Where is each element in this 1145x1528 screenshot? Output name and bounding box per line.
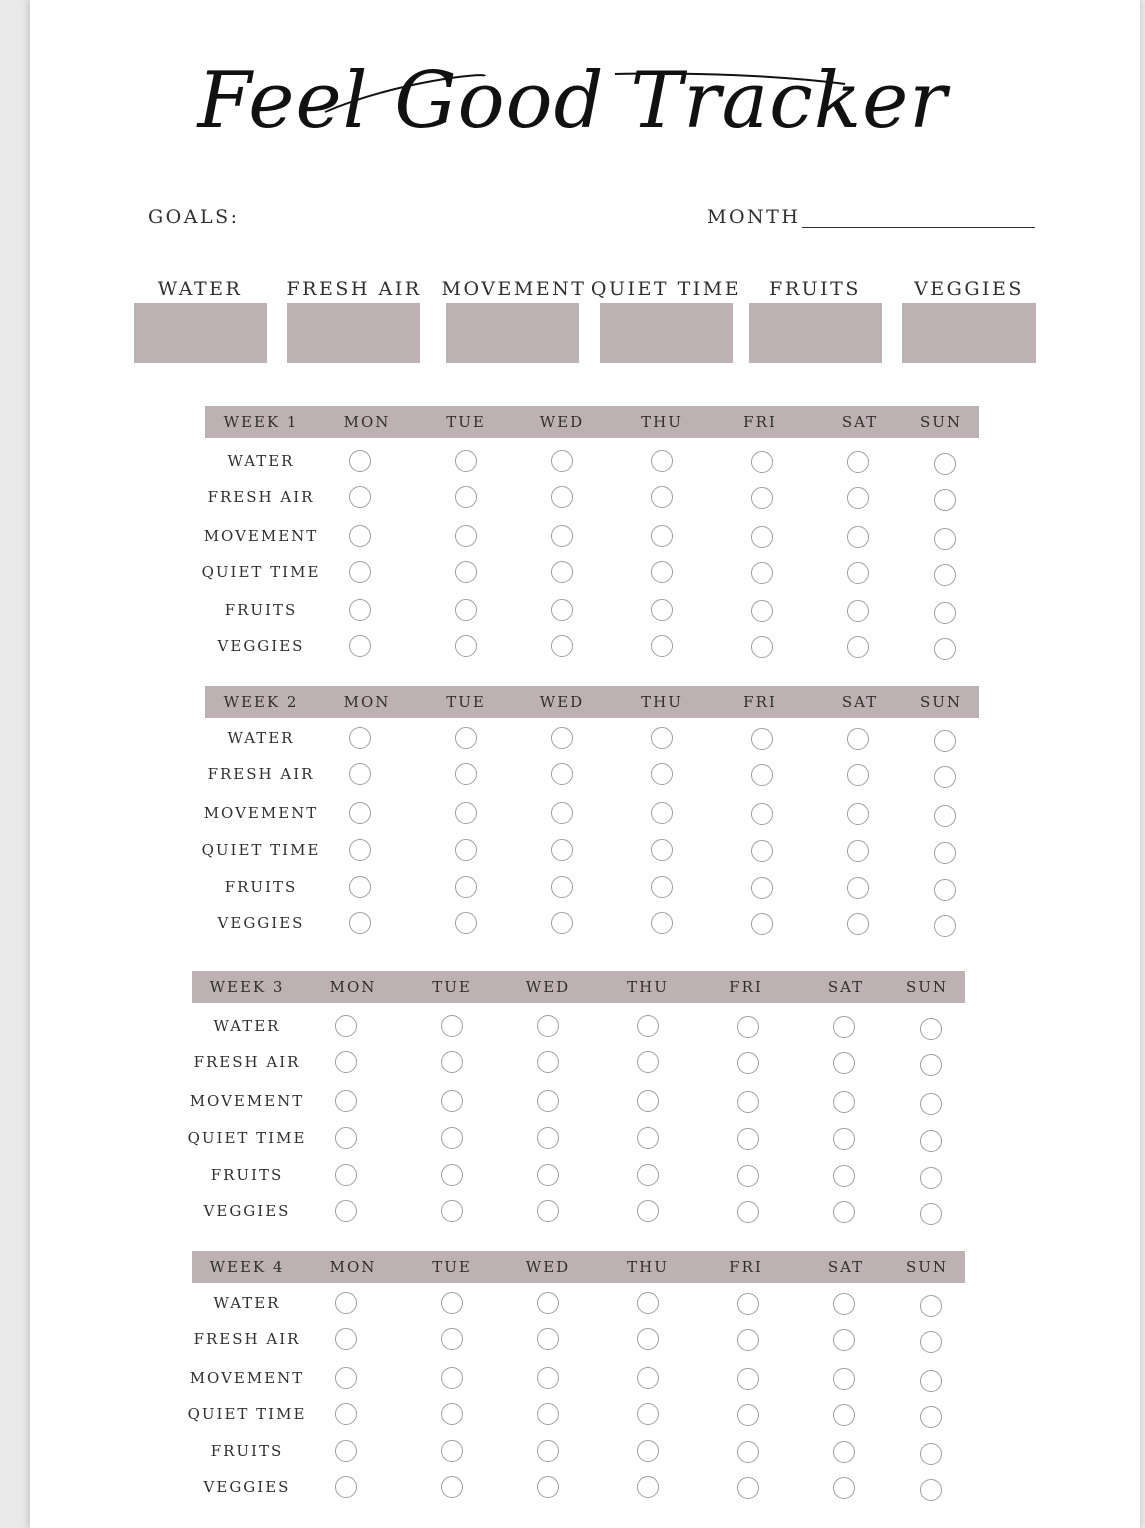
week-1-quiet-time-fri-checkbox[interactable]: [751, 562, 773, 584]
goal-box-veggies[interactable]: [902, 303, 1036, 363]
week-4-water-sat-checkbox[interactable]: [833, 1293, 855, 1315]
week-3-row-label-veggies: VEGGIES: [203, 1202, 291, 1220]
week-3-fresh-air-sun-checkbox[interactable]: [920, 1054, 942, 1076]
week-1-water-fri-checkbox[interactable]: [751, 451, 773, 473]
week-3-quiet-time-thu-checkbox[interactable]: [637, 1127, 659, 1149]
week-4-veggies-thu-checkbox[interactable]: [637, 1476, 659, 1498]
week-3-water-wed-checkbox[interactable]: [537, 1015, 559, 1037]
week-2-movement-sat-checkbox[interactable]: [847, 803, 869, 825]
week-1-movement-wed-checkbox[interactable]: [551, 525, 573, 547]
week-2-movement-mon-checkbox[interactable]: [349, 802, 371, 824]
week-4-quiet-time-thu-checkbox[interactable]: [637, 1403, 659, 1425]
week-2-water-thu-checkbox[interactable]: [651, 727, 673, 749]
week-1-water-wed-checkbox[interactable]: [551, 450, 573, 472]
week-1-day-sat: SAT: [841, 413, 879, 431]
month-input-line[interactable]: [802, 227, 1035, 228]
week-2-quiet-time-wed-checkbox[interactable]: [551, 839, 573, 861]
week-4-fresh-air-fri-checkbox[interactable]: [737, 1329, 759, 1351]
week-1-fresh-air-wed-checkbox[interactable]: [551, 486, 573, 508]
week-1-quiet-time-thu-checkbox[interactable]: [651, 561, 673, 583]
week-1-fresh-air-sun-checkbox[interactable]: [934, 489, 956, 511]
week-2-movement-sun-checkbox[interactable]: [934, 805, 956, 827]
week-3-veggies-sat-checkbox[interactable]: [833, 1201, 855, 1223]
week-2-fruits-wed-checkbox[interactable]: [551, 876, 573, 898]
week-2-water-wed-checkbox[interactable]: [551, 727, 573, 749]
week-4-veggies-tue-checkbox[interactable]: [441, 1476, 463, 1498]
week-3-day-fri: FRI: [729, 978, 763, 996]
week-2-day-mon: MON: [343, 693, 391, 711]
week-4-fresh-air-mon-checkbox[interactable]: [335, 1328, 357, 1350]
week-3-water-tue-checkbox[interactable]: [441, 1015, 463, 1037]
month-label: MONTH: [707, 206, 801, 228]
week-1-fruits-sat-checkbox[interactable]: [847, 600, 869, 622]
week-4-veggies-mon-checkbox[interactable]: [335, 1476, 357, 1498]
week-4-water-thu-checkbox[interactable]: [637, 1292, 659, 1314]
week-3-row-label-fruits: FRUITS: [210, 1166, 284, 1184]
week-4-veggies-wed-checkbox[interactable]: [537, 1476, 559, 1498]
week-2-fresh-air-fri-checkbox[interactable]: [751, 764, 773, 786]
week-4-veggies-sun-checkbox[interactable]: [920, 1479, 942, 1501]
week-3-fruits-sun-checkbox[interactable]: [920, 1167, 942, 1189]
week-1-quiet-time-sun-checkbox[interactable]: [934, 564, 956, 586]
week-2-veggies-sun-checkbox[interactable]: [934, 915, 956, 937]
week-3-water-thu-checkbox[interactable]: [637, 1015, 659, 1037]
week-3-row-label-water: WATER: [213, 1017, 281, 1035]
week-2-water-tue-checkbox[interactable]: [455, 727, 477, 749]
week-4-fruits-fri-checkbox[interactable]: [737, 1441, 759, 1463]
week-4-movement-wed-checkbox[interactable]: [537, 1367, 559, 1389]
week-1-fruits-tue-checkbox[interactable]: [455, 599, 477, 621]
week-1-movement-thu-checkbox[interactable]: [651, 525, 673, 547]
week-2-fresh-air-mon-checkbox[interactable]: [349, 763, 371, 785]
week-4-quiet-time-mon-checkbox[interactable]: [335, 1403, 357, 1425]
week-1-fresh-air-thu-checkbox[interactable]: [651, 486, 673, 508]
week-4-row-label-veggies: VEGGIES: [203, 1478, 291, 1496]
goal-box-water[interactable]: [134, 303, 267, 363]
week-3-fruits-fri-checkbox[interactable]: [737, 1165, 759, 1187]
week-2-fresh-air-tue-checkbox[interactable]: [455, 763, 477, 785]
week-3-row-label-movement: MOVEMENT: [189, 1092, 305, 1110]
week-4-fruits-sun-checkbox[interactable]: [920, 1443, 942, 1465]
week-3-water-fri-checkbox[interactable]: [737, 1016, 759, 1038]
week-4-fruits-thu-checkbox[interactable]: [637, 1440, 659, 1462]
week-2-veggies-thu-checkbox[interactable]: [651, 912, 673, 934]
week-2-day-sat: SAT: [841, 693, 879, 711]
week-4-row-label-quiet-time: QUIET TIME: [187, 1405, 307, 1423]
week-1-veggies-fri-checkbox[interactable]: [751, 636, 773, 658]
week-1-day-thu: THU: [641, 413, 683, 431]
week-1-quiet-time-wed-checkbox[interactable]: [551, 561, 573, 583]
goal-heading-veggies: VEGGIES: [914, 278, 1024, 300]
week-2-fresh-air-wed-checkbox[interactable]: [551, 763, 573, 785]
week-4-movement-thu-checkbox[interactable]: [637, 1367, 659, 1389]
week-3-fresh-air-fri-checkbox[interactable]: [737, 1052, 759, 1074]
week-3-fruits-mon-checkbox[interactable]: [335, 1164, 357, 1186]
page-title: Feel Good Tracker: [197, 56, 948, 146]
week-4-fresh-air-tue-checkbox[interactable]: [441, 1328, 463, 1350]
week-3-day-mon: MON: [329, 978, 377, 996]
week-4-fruits-sat-checkbox[interactable]: [833, 1441, 855, 1463]
week-3-fresh-air-mon-checkbox[interactable]: [335, 1051, 357, 1073]
week-4-movement-tue-checkbox[interactable]: [441, 1367, 463, 1389]
week-2-day-wed: WED: [539, 693, 585, 711]
week-2-veggies-tue-checkbox[interactable]: [455, 912, 477, 934]
week-1-veggies-sat-checkbox[interactable]: [847, 636, 869, 658]
week-3-water-sun-checkbox[interactable]: [920, 1018, 942, 1040]
week-3-quiet-time-tue-checkbox[interactable]: [441, 1127, 463, 1149]
week-3-water-mon-checkbox[interactable]: [335, 1015, 357, 1037]
goal-heading-movement: MOVEMENT: [441, 278, 587, 300]
week-1-quiet-time-mon-checkbox[interactable]: [349, 561, 371, 583]
week-2-veggies-wed-checkbox[interactable]: [551, 912, 573, 934]
week-1-day-tue: TUE: [446, 413, 486, 431]
week-1-row-label-fruits: FRUITS: [224, 601, 298, 619]
week-1-movement-tue-checkbox[interactable]: [455, 525, 477, 547]
week-4-movement-sun-checkbox[interactable]: [920, 1370, 942, 1392]
week-1-water-tue-checkbox[interactable]: [455, 450, 477, 472]
week-4-veggies-fri-checkbox[interactable]: [737, 1477, 759, 1499]
week-4-water-sun-checkbox[interactable]: [920, 1295, 942, 1317]
week-4-water-tue-checkbox[interactable]: [441, 1292, 463, 1314]
week-2-day-tue: TUE: [446, 693, 486, 711]
week-1-veggies-wed-checkbox[interactable]: [551, 635, 573, 657]
week-1-water-thu-checkbox[interactable]: [651, 450, 673, 472]
week-4-fruits-mon-checkbox[interactable]: [335, 1440, 357, 1462]
week-1-fresh-air-sat-checkbox[interactable]: [847, 487, 869, 509]
week-3-day-sun: SUN: [905, 978, 949, 996]
week-4-row-label-fresh-air: FRESH AIR: [193, 1330, 301, 1348]
week-3-day-tue: TUE: [432, 978, 472, 996]
week-4-day-fri: FRI: [729, 1258, 763, 1276]
week-3-fresh-air-sat-checkbox[interactable]: [833, 1052, 855, 1074]
goal-box-movement[interactable]: [446, 303, 579, 363]
week-2-day-sun: SUN: [919, 693, 963, 711]
goal-box-fruits[interactable]: [749, 303, 882, 363]
week-1-movement-fri-checkbox[interactable]: [751, 526, 773, 548]
week-3-fruits-tue-checkbox[interactable]: [441, 1164, 463, 1186]
week-3-row-label-quiet-time: QUIET TIME: [187, 1129, 307, 1147]
goal-box-fresh-air[interactable]: [287, 303, 420, 363]
goal-heading-fruits: FRUITS: [769, 278, 861, 300]
week-2-fruits-sun-checkbox[interactable]: [934, 879, 956, 901]
week-2-fruits-thu-checkbox[interactable]: [651, 876, 673, 898]
week-1-movement-sat-checkbox[interactable]: [847, 526, 869, 548]
week-1-day-sun: SUN: [919, 413, 963, 431]
week-3-quiet-time-sun-checkbox[interactable]: [920, 1130, 942, 1152]
week-3-fresh-air-tue-checkbox[interactable]: [441, 1051, 463, 1073]
week-4-veggies-sat-checkbox[interactable]: [833, 1477, 855, 1499]
week-1-fruits-sun-checkbox[interactable]: [934, 602, 956, 624]
week-2-veggies-sat-checkbox[interactable]: [847, 913, 869, 935]
week-2-row-label-quiet-time: QUIET TIME: [201, 841, 321, 859]
week-2-row-label-movement: MOVEMENT: [203, 804, 319, 822]
week-3-day-sat: SAT: [827, 978, 865, 996]
week-2-veggies-fri-checkbox[interactable]: [751, 913, 773, 935]
week-4-row-label-water: WATER: [213, 1294, 281, 1312]
week-3-row-label-fresh-air: FRESH AIR: [193, 1053, 301, 1071]
week-4-fresh-air-thu-checkbox[interactable]: [637, 1328, 659, 1350]
week-1-fruits-wed-checkbox[interactable]: [551, 599, 573, 621]
week-4-quiet-time-sun-checkbox[interactable]: [920, 1406, 942, 1428]
week-4-day-sun: SUN: [905, 1258, 949, 1276]
week-3-quiet-time-sat-checkbox[interactable]: [833, 1128, 855, 1150]
goal-heading-quiet-time: QUIET TIME: [590, 278, 742, 300]
week-2-day-fri: FRI: [743, 693, 777, 711]
week-1-row-label-water: WATER: [227, 452, 295, 470]
week-1-veggies-thu-checkbox[interactable]: [651, 635, 673, 657]
week-1-fruits-thu-checkbox[interactable]: [651, 599, 673, 621]
week-1-day-fri: FRI: [743, 413, 777, 431]
week-4-water-mon-checkbox[interactable]: [335, 1292, 357, 1314]
week-3-day-wed: WED: [525, 978, 571, 996]
week-3-veggies-mon-checkbox[interactable]: [335, 1200, 357, 1222]
week-1-fresh-air-fri-checkbox[interactable]: [751, 487, 773, 509]
planner-page: [30, 0, 1140, 1528]
week-4-day-sat: SAT: [827, 1258, 865, 1276]
week-4-movement-fri-checkbox[interactable]: [737, 1368, 759, 1390]
week-4-water-fri-checkbox[interactable]: [737, 1293, 759, 1315]
week-2-quiet-time-thu-checkbox[interactable]: [651, 839, 673, 861]
week-2-fruits-tue-checkbox[interactable]: [455, 876, 477, 898]
week-4-quiet-time-fri-checkbox[interactable]: [737, 1404, 759, 1426]
week-3-fruits-wed-checkbox[interactable]: [537, 1164, 559, 1186]
week-3-quiet-time-fri-checkbox[interactable]: [737, 1128, 759, 1150]
week-4-quiet-time-wed-checkbox[interactable]: [537, 1403, 559, 1425]
week-1-water-sat-checkbox[interactable]: [847, 451, 869, 473]
week-3-movement-thu-checkbox[interactable]: [637, 1090, 659, 1112]
week-4-fresh-air-sat-checkbox[interactable]: [833, 1329, 855, 1351]
week-2-quiet-time-mon-checkbox[interactable]: [349, 839, 371, 861]
week-3-veggies-wed-checkbox[interactable]: [537, 1200, 559, 1222]
goal-heading-fresh-air: FRESH AIR: [286, 278, 422, 300]
week-3-veggies-fri-checkbox[interactable]: [737, 1201, 759, 1223]
week-3-water-sat-checkbox[interactable]: [833, 1016, 855, 1038]
week-1-movement-mon-checkbox[interactable]: [349, 525, 371, 547]
week-2-fresh-air-thu-checkbox[interactable]: [651, 763, 673, 785]
week-1-veggies-tue-checkbox[interactable]: [455, 635, 477, 657]
week-4-water-wed-checkbox[interactable]: [537, 1292, 559, 1314]
week-2-fresh-air-sun-checkbox[interactable]: [934, 766, 956, 788]
week-3-movement-sun-checkbox[interactable]: [920, 1093, 942, 1115]
week-1-quiet-time-sat-checkbox[interactable]: [847, 562, 869, 584]
week-1-row-label-quiet-time: QUIET TIME: [201, 563, 321, 581]
week-4-day-wed: WED: [525, 1258, 571, 1276]
week-4-movement-sat-checkbox[interactable]: [833, 1368, 855, 1390]
week-2-movement-fri-checkbox[interactable]: [751, 803, 773, 825]
week-1-fruits-mon-checkbox[interactable]: [349, 599, 371, 621]
week-3-fresh-air-thu-checkbox[interactable]: [637, 1051, 659, 1073]
week-1-fresh-air-tue-checkbox[interactable]: [455, 486, 477, 508]
week-3-label: WEEK 3: [209, 978, 285, 996]
week-3-movement-sat-checkbox[interactable]: [833, 1091, 855, 1113]
week-4-day-tue: TUE: [432, 1258, 472, 1276]
week-3-fresh-air-wed-checkbox[interactable]: [537, 1051, 559, 1073]
week-2-water-sat-checkbox[interactable]: [847, 728, 869, 750]
goal-box-quiet-time[interactable]: [600, 303, 733, 363]
week-4-row-label-movement: MOVEMENT: [189, 1369, 305, 1387]
week-2-veggies-mon-checkbox[interactable]: [349, 912, 371, 934]
week-3-fruits-sat-checkbox[interactable]: [833, 1165, 855, 1187]
week-1-fresh-air-mon-checkbox[interactable]: [349, 486, 371, 508]
week-2-water-sun-checkbox[interactable]: [934, 730, 956, 752]
week-3-veggies-sun-checkbox[interactable]: [920, 1203, 942, 1225]
week-3-quiet-time-wed-checkbox[interactable]: [537, 1127, 559, 1149]
week-4-fresh-air-wed-checkbox[interactable]: [537, 1328, 559, 1350]
week-4-row-label-fruits: FRUITS: [210, 1442, 284, 1460]
week-4-quiet-time-sat-checkbox[interactable]: [833, 1404, 855, 1426]
week-1-day-wed: WED: [539, 413, 585, 431]
week-1-label: WEEK 1: [223, 413, 299, 431]
week-2-fruits-sat-checkbox[interactable]: [847, 877, 869, 899]
week-3-veggies-tue-checkbox[interactable]: [441, 1200, 463, 1222]
week-2-water-fri-checkbox[interactable]: [751, 728, 773, 750]
week-3-fruits-thu-checkbox[interactable]: [637, 1164, 659, 1186]
week-1-movement-sun-checkbox[interactable]: [934, 528, 956, 550]
week-2-fruits-mon-checkbox[interactable]: [349, 876, 371, 898]
week-4-fruits-wed-checkbox[interactable]: [537, 1440, 559, 1462]
week-2-row-label-water: WATER: [227, 729, 295, 747]
week-1-water-sun-checkbox[interactable]: [934, 453, 956, 475]
week-2-fruits-fri-checkbox[interactable]: [751, 877, 773, 899]
week-2-row-label-veggies: VEGGIES: [217, 914, 305, 932]
week-1-day-mon: MON: [343, 413, 391, 431]
week-3-day-thu: THU: [627, 978, 669, 996]
week-1-veggies-mon-checkbox[interactable]: [349, 635, 371, 657]
week-1-quiet-time-tue-checkbox[interactable]: [455, 561, 477, 583]
week-3-movement-fri-checkbox[interactable]: [737, 1091, 759, 1113]
week-1-veggies-sun-checkbox[interactable]: [934, 638, 956, 660]
week-2-day-thu: THU: [641, 693, 683, 711]
week-1-row-label-fresh-air: FRESH AIR: [207, 488, 315, 506]
week-2-movement-thu-checkbox[interactable]: [651, 802, 673, 824]
week-4-fresh-air-sun-checkbox[interactable]: [920, 1331, 942, 1353]
week-1-row-label-movement: MOVEMENT: [203, 527, 319, 545]
week-2-quiet-time-sun-checkbox[interactable]: [934, 842, 956, 864]
week-4-quiet-time-tue-checkbox[interactable]: [441, 1403, 463, 1425]
week-2-movement-wed-checkbox[interactable]: [551, 802, 573, 824]
week-2-row-label-fruits: FRUITS: [224, 878, 298, 896]
week-1-water-mon-checkbox[interactable]: [349, 450, 371, 472]
goals-label: GOALS:: [148, 206, 240, 228]
week-2-row-label-fresh-air: FRESH AIR: [207, 765, 315, 783]
week-3-movement-mon-checkbox[interactable]: [335, 1090, 357, 1112]
week-4-day-thu: THU: [627, 1258, 669, 1276]
week-3-movement-wed-checkbox[interactable]: [537, 1090, 559, 1112]
week-1-fruits-fri-checkbox[interactable]: [751, 600, 773, 622]
week-4-label: WEEK 4: [209, 1258, 285, 1276]
week-3-movement-tue-checkbox[interactable]: [441, 1090, 463, 1112]
week-2-water-mon-checkbox[interactable]: [349, 727, 371, 749]
goal-heading-water: WATER: [157, 278, 243, 300]
week-2-quiet-time-fri-checkbox[interactable]: [751, 840, 773, 862]
week-2-fresh-air-sat-checkbox[interactable]: [847, 764, 869, 786]
week-2-label: WEEK 2: [223, 693, 299, 711]
week-2-movement-tue-checkbox[interactable]: [455, 802, 477, 824]
week-3-quiet-time-mon-checkbox[interactable]: [335, 1127, 357, 1149]
week-4-fruits-tue-checkbox[interactable]: [441, 1440, 463, 1462]
week-1-row-label-veggies: VEGGIES: [217, 637, 305, 655]
week-2-quiet-time-sat-checkbox[interactable]: [847, 840, 869, 862]
week-4-movement-mon-checkbox[interactable]: [335, 1367, 357, 1389]
week-2-quiet-time-tue-checkbox[interactable]: [455, 839, 477, 861]
week-3-veggies-thu-checkbox[interactable]: [637, 1200, 659, 1222]
week-4-day-mon: MON: [329, 1258, 377, 1276]
